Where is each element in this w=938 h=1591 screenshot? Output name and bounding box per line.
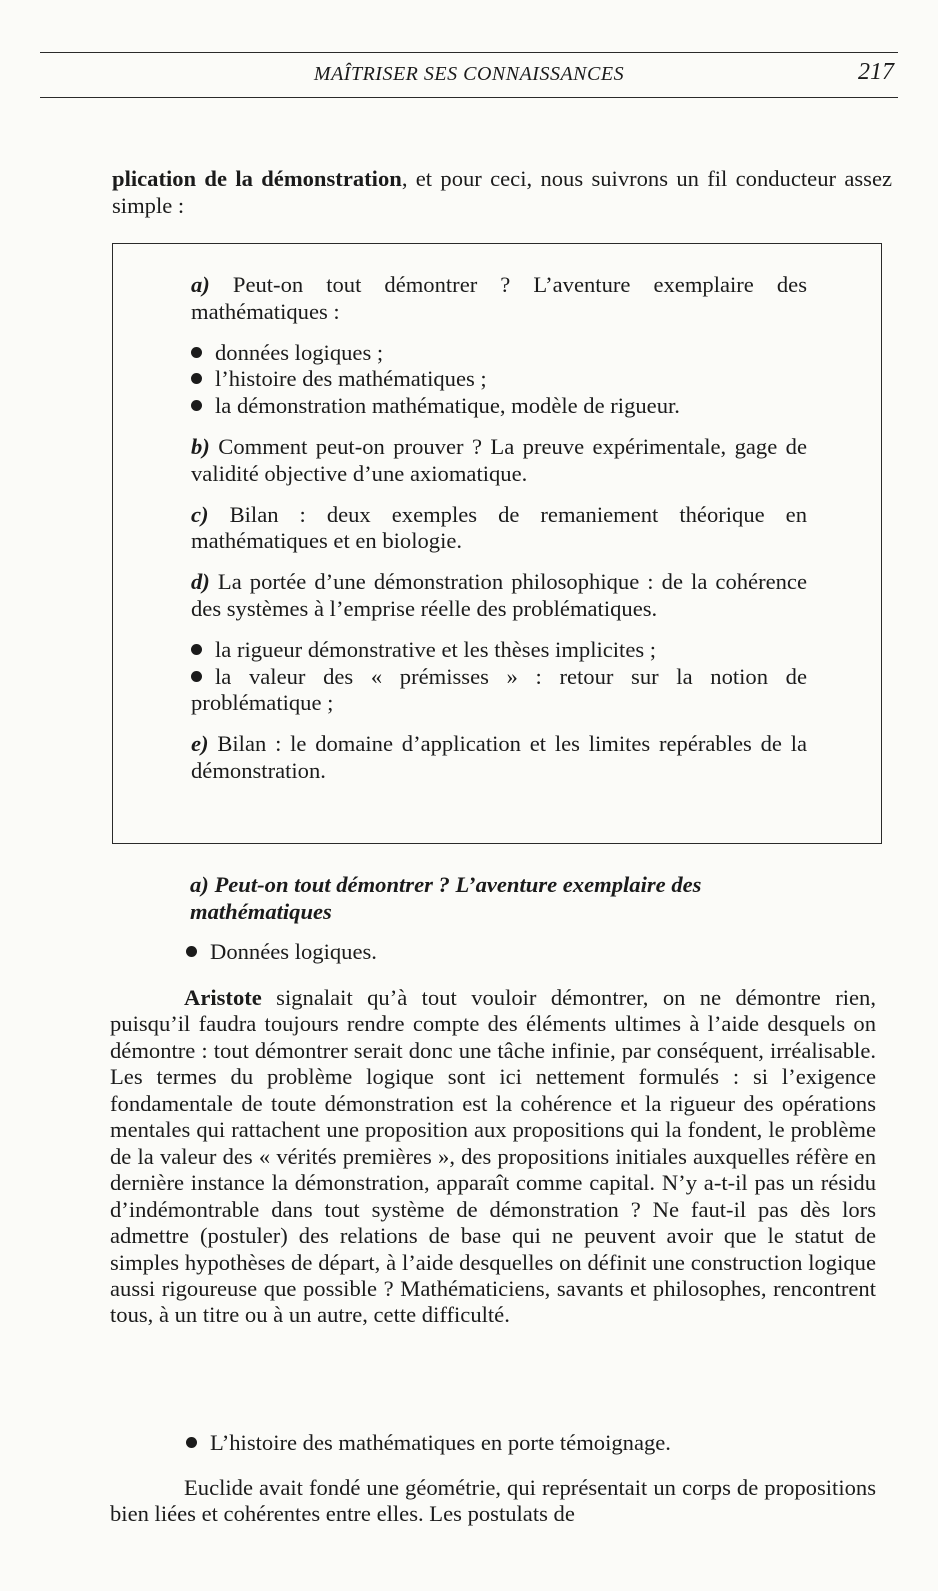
plan-a-bullets: [191, 340, 807, 420]
plan-letter-d: d): [191, 569, 210, 595]
section-bullet-1-text: Données logiques.: [210, 939, 377, 964]
plan-d-bullets: [191, 637, 807, 717]
plan-box: [112, 243, 882, 844]
plan-item-c: [191, 502, 807, 556]
plan-text-d: La portée d’une démonstration philosophique : de la cohérence des systèmes à l’emprise réelle des problématiques.: [191, 569, 807, 621]
header-rule-top: [40, 52, 898, 53]
plan-a-bullet-text: données logiques ;: [215, 339, 384, 365]
plan-a-bullet: [191, 340, 807, 367]
plan-letter-b: b): [191, 433, 210, 459]
intro-paragraph: [112, 166, 892, 219]
plan-letter-a: a): [191, 272, 210, 297]
bullet-icon: [191, 644, 202, 655]
bullet-icon: [186, 946, 197, 957]
header-rule-bottom: [40, 97, 898, 98]
bullet-icon: [191, 400, 202, 411]
plan-a-bullet-text: l’histoire des mathématiques ;: [215, 366, 487, 392]
plan-d-bullet: [191, 664, 807, 718]
plan-item-d: [191, 569, 807, 623]
plan-d-bullet-text: la valeur des « prémisses » : retour sur la notion de problématique ;: [191, 663, 807, 716]
bullet-icon: [191, 373, 202, 384]
plan-letter-c: c): [191, 501, 209, 527]
plan-d-bullet: [191, 637, 807, 664]
running-title: MAÎTRISER SES CONNAISSANCES: [313, 63, 625, 85]
page-number: 217: [858, 59, 894, 85]
plan-item-e: [191, 731, 807, 785]
intro-text: , et pour ceci, nous suivrons un fil conducteur assez simple :: [112, 166, 892, 218]
plan-text-e: Bilan : le domaine d’application et les limites repérables de la démonstration.: [191, 731, 807, 783]
body-paragraph-2: Euclide avait fondé une géométrie, qui représentait un corps de propositions bien liées et cohérentes entre elles. Les postulats de: [110, 1475, 876, 1527]
intro-bold-text: plication de la démonstration: [112, 166, 402, 191]
plan-a-bullet: [191, 366, 807, 393]
body-paragraph-1-bold: Aristote: [184, 985, 262, 1010]
bullet-icon: [186, 1437, 197, 1448]
plan-d-bullet-text: la rigueur démonstrative et les thèses implicites ;: [215, 636, 657, 662]
plan-a-bullet: [191, 393, 807, 420]
bullet-icon: [191, 671, 202, 682]
plan-item-a: [191, 272, 807, 326]
plan-text-c: Bilan : deux exemples de remaniement théorique en mathématiques et en biologie.: [191, 501, 807, 554]
body-paragraph-1: [110, 985, 876, 1329]
section-bullet-1: [186, 939, 377, 966]
plan-letter-e: e): [191, 731, 209, 757]
body-paragraph-1-text: signalait qu’à tout vouloir démontrer, on ne démontre rien, puisqu’il faudra toujours rendre compte des éléments ultimes à l’aide desquels on démontre : tout démontrer serait donc une tâche infinie, par conséquent, irréalisable. Les termes du problème logique sont ici nettement formulés : si l’exigence fondamentale de toute démonstration est la cohérence et la rigueur des opérations mentales qui rattachent une proposition aux propositions qui la fondent, le problème de la valeur des « vérités premières », des propositions initiales auxquelles réfère en dernière instance la démonstration, apparaît comme capital. N’y a-t-il pas un résidu d’indémontrable dans tout système de démonstration ? Ne faut-il pas dès lors admettre (postuler) des relations de base qui ne peuvent avoir que le statut de simples hypothèses de départ, à l’aide desquelles on définit une construction logique aussi rigoureuse que possible ? Mathématiciens, savants et philosophes, rencontrent tous, à un titre ou à un autre, cette difficulté.: [110, 985, 876, 1328]
section-heading: a) Peut-on tout démontrer ? L’aventure exemplaire des mathématiques: [190, 872, 702, 924]
section-bullet-2-text: L’histoire des mathématiques en porte témoignage.: [210, 1430, 671, 1455]
plan-a-bullet-text: la démonstration mathématique, modèle de rigueur.: [215, 393, 680, 419]
plan-text-a: Peut-on tout démontrer ? L’aventure exemplaire des mathématiques :: [191, 272, 807, 324]
plan-item-b: [191, 434, 807, 488]
plan-content: [191, 272, 807, 799]
plan-text-b: Comment peut-on prouver ? La preuve expérimentale, gage de validité objective d’une axiomatique.: [191, 433, 807, 486]
bullet-icon: [191, 347, 202, 358]
section-bullet-2: [186, 1430, 671, 1457]
